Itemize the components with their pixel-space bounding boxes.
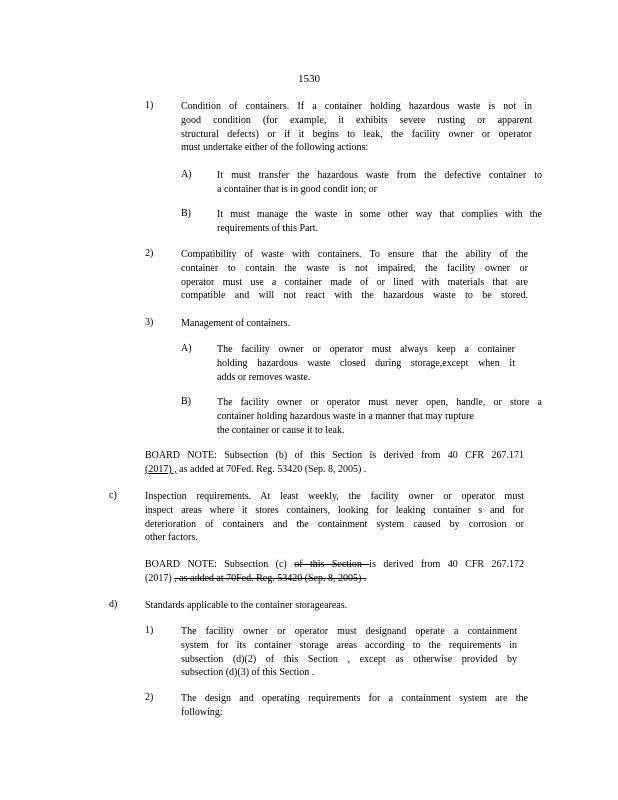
item-3-text — [181, 317, 528, 331]
text-line: container to contain the waste is not impaired, the facility owner or — [181, 262, 528, 274]
text-line: The facility owner or operator must always keep a container — [217, 344, 515, 355]
item-d2-label: 2) — [145, 692, 154, 703]
item-1a-label: A) — [181, 169, 192, 180]
item-d2-text — [181, 692, 528, 720]
text-line: Inspection requirements. At least weekly, the facility owner or operator must — [145, 491, 524, 502]
text-line: requirements of this Part. — [217, 222, 319, 234]
item-1b-text — [217, 208, 542, 236]
item-3b-text — [217, 396, 542, 437]
text-line: operator must use a container made of or lined with materials that are — [181, 276, 528, 288]
text-line: Standards applicable to the container storageareas. — [145, 600, 348, 611]
text-line: subsection (d)(3) of this Section . — [181, 667, 315, 679]
amendment-deletion: , as added at 70Fed. Reg. 53420 (Sep. 8, 2005) . — [174, 572, 367, 584]
text-line: the container or cause it to leak. — [217, 424, 345, 436]
text-line — [145, 572, 524, 586]
page-number: 1530 — [298, 73, 320, 85]
item-1-label: 1) — [145, 100, 154, 111]
item-3a-text — [217, 343, 515, 384]
text-line: The facility owner or operator must designand operate a containment — [181, 626, 517, 637]
text-line: Management of containers. — [181, 318, 291, 329]
item-d1-label: 1) — [145, 625, 154, 636]
text-line: system for its container storage areas according to the requirements in — [181, 639, 517, 651]
note-text: as added at 70Fed. Reg. 53420 (Sep. 8, 2005) . — [176, 463, 367, 475]
text-line: The facility owner or operator must never open, handle, or store a — [217, 397, 542, 408]
text-line: Compatibility of waste with containers. To ensure that the ability of the — [181, 249, 528, 260]
text-line: good condition (for example, it exhibits severe rusting or apparent — [181, 114, 532, 126]
text-line: other factors. — [145, 532, 198, 544]
board-note-b — [145, 449, 524, 477]
text-line — [145, 463, 524, 477]
item-c-label: c) — [109, 490, 117, 501]
text-line: following: — [181, 706, 223, 718]
item-d-text — [145, 599, 524, 613]
text-line: It must transfer the hazardous waste from the defective container to — [217, 170, 542, 181]
item-1b-label: B) — [181, 208, 191, 219]
item-c-text — [145, 490, 524, 545]
text-line: adds or removes waste. — [217, 371, 311, 383]
text-line: must undertake either of the following actions: — [181, 142, 369, 154]
board-note-c — [145, 558, 524, 586]
amendment-insertion: (2017) , — [145, 463, 177, 475]
item-d1-text — [181, 625, 517, 680]
text-line: holding hazardous waste closed during storage,except when it — [217, 357, 515, 369]
item-3-label: 3) — [145, 317, 154, 328]
text-line — [145, 558, 524, 572]
item-1-text — [181, 100, 532, 155]
text-line: It must manage the waste in some other way that complies with the — [217, 209, 542, 220]
item-1a-text — [217, 169, 542, 197]
text-line: container holding hazardous waste in a manner that may rupture — [217, 410, 474, 422]
text-line: inspect areas where it stores containers, looking for leaking container s and for — [145, 504, 524, 516]
text-line: a container that is in good condit ion; or — [217, 183, 377, 195]
item-2-text — [181, 248, 528, 303]
item-d-label: d) — [109, 599, 118, 610]
text-line: compatible and will not react with the hazardous waste to be stored. — [181, 290, 528, 302]
text-line: The design and operating requirements for a containment system are the — [181, 693, 528, 704]
text-line: Condition of containers. If a container holding hazardous waste is not in — [181, 101, 532, 112]
note-text: (2017) — [145, 572, 175, 584]
note-text: BOARD NOTE: Subsection (c) — [145, 559, 295, 570]
amendment-deletion: of this Section — [294, 559, 370, 570]
text-line: subsection (d)(2) of this Section , except as otherwise provided by — [181, 653, 517, 665]
item-2-label: 2) — [145, 248, 154, 259]
item-3a-label: A) — [181, 343, 192, 354]
text-line: BOARD NOTE: Subsection (b) of this Section is derived from 40 CFR 267.171 — [145, 450, 524, 461]
text-line: structural defects) or if it begins to leak, the facility owner or operator — [181, 128, 532, 140]
item-3b-label: B) — [181, 396, 191, 407]
text-line: deterioration of containers and the containment system caused by corrosion or — [145, 518, 524, 530]
note-text: is derived from 40 CFR 267.172 — [369, 559, 524, 570]
